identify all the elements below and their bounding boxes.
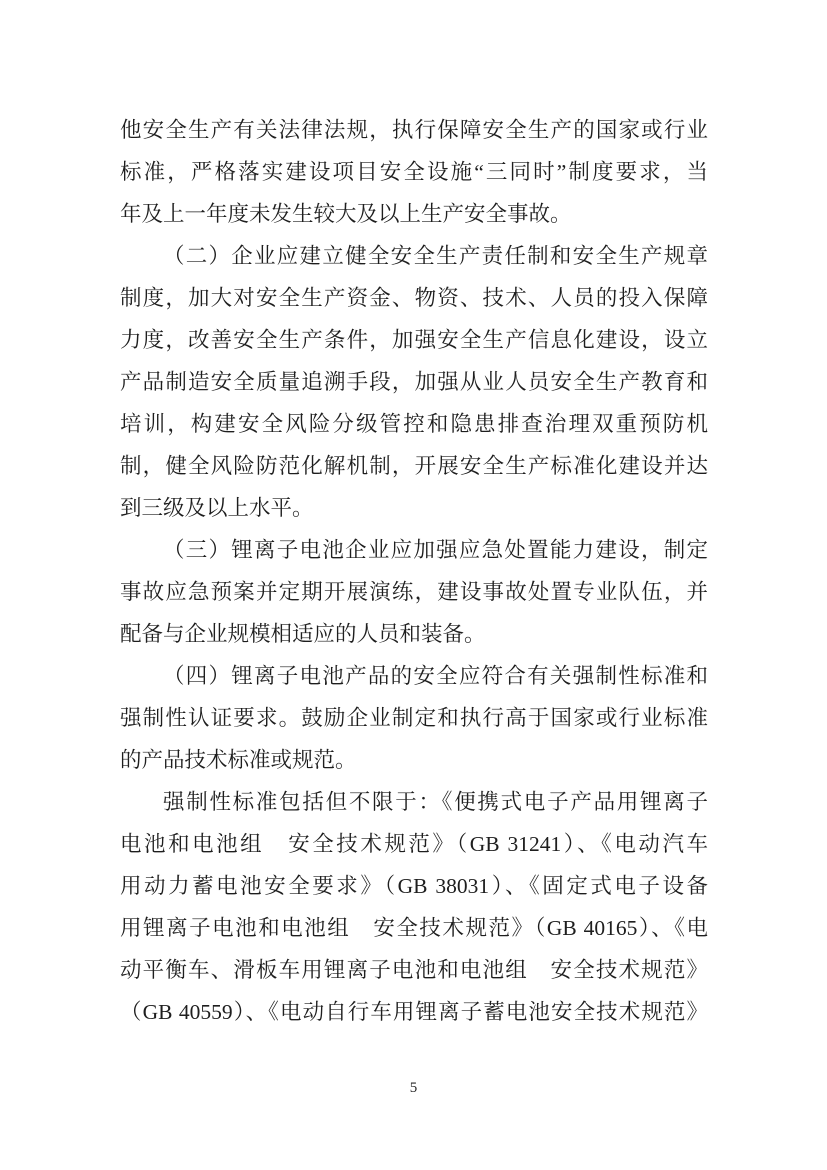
text-line: 年及上一年度未发生较大及以上生产安全事故。 <box>120 202 572 226</box>
text-line: 的产品技术标准或规范。 <box>120 748 357 772</box>
text-line: 强制性标准包括但不限于：《便携式电子产品用锂离子 <box>163 790 708 814</box>
text-line: （GB 40559）、《电动自行车用锂离子蓄电池安全技术规范》 <box>120 1000 708 1024</box>
text-line: 他安全生产有关法律法规，执行保障安全生产的国家或行业 <box>120 118 708 142</box>
text-line: 动平衡车、滑板车用锂离子电池和电池组 安全技术规范》 <box>120 958 708 982</box>
text-line: 用锂离子电池和电池组 安全技术规范》（GB 40165）、《电 <box>120 916 708 940</box>
text-line: 用动力蓄电池安全要求》（GB 38031）、《固定式电子设备 <box>120 874 708 898</box>
text-line: （四）锂离子电池产品的安全应符合有关强制性标准和 <box>163 664 708 688</box>
text-line: （三）锂离子电池企业应加强应急处置能力建设，制定 <box>163 538 708 562</box>
text-line: 制度，加大对安全生产资金、物资、技术、人员的投入保障 <box>120 286 708 310</box>
page-number: 5 <box>409 1080 418 1096</box>
text-line: 制，健全风险防范化解机制，开展安全生产标准化建设并达 <box>120 454 708 478</box>
text-line: 电池和电池组 安全技术规范》（GB 31241）、《电动汽车 <box>120 832 708 856</box>
text-line: 标准，严格落实建设项目安全设施“三同时”制度要求，当 <box>120 160 708 184</box>
text-line: 到三级及以上水平。 <box>120 496 314 520</box>
text-line: 配备与企业规模相适应的人员和装备。 <box>120 622 486 646</box>
text-line: 事故应急预案并定期开展演练，建设事故处置专业队伍，并 <box>120 580 708 604</box>
text-line: 力度，改善安全生产条件，加强安全生产信息化建设，设立 <box>120 328 708 352</box>
text-line: 培训，构建安全风险分级管控和隐患排查治理双重预防机 <box>120 412 708 436</box>
document-body <box>120 109 708 1033</box>
text-line: （二）企业应建立健全安全生产责任制和安全生产规章 <box>163 244 708 268</box>
text-line: 强制性认证要求。鼓励企业制定和执行高于国家或行业标准 <box>120 706 708 730</box>
text-line: 产品制造安全质量追溯手段，加强从业人员安全生产教育和 <box>120 370 708 394</box>
